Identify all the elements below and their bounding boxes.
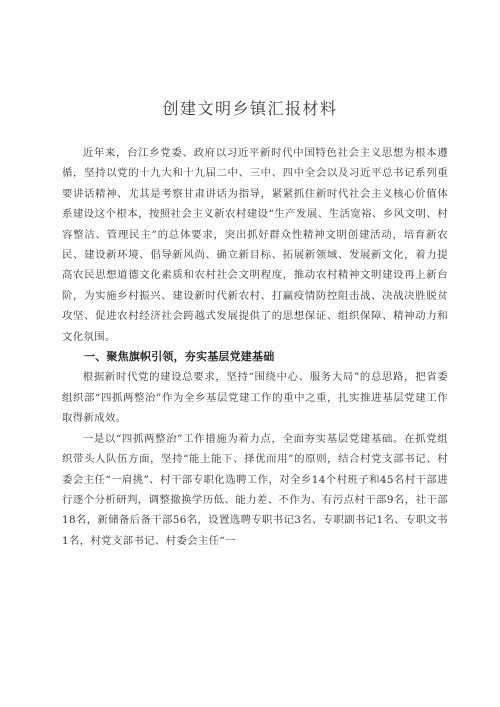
document-body	[62, 143, 448, 551]
section-1-paragraph-1: 根据新时代党的建设总要求，坚持“围绕中心、服务大局”的总思路，把省委组织部“四抓两整治”作为全乡基层党建工作的重中之重，扎实推进基层党建工作取得新成效。	[62, 371, 448, 425]
section-heading-1: 一、聚焦旗帜引领，夯实基层党建基础	[84, 350, 275, 364]
document-title: 创建文明乡镇汇报材料	[162, 99, 338, 118]
intro-paragraph: 近年来，台江乡党委、政府以习近平新时代中国特色社会主义思想为根本遵循，坚持以党的十九大和十九届二中、三中、四中全会以及习近平总书记系列重要讲话精神、尤其是考察甘肃讲话为指导，紧紧抓住新时代社会主义核心价值体系建设这个根本，按照社会主义新农村建设“生产发展、生活宽裕、乡风文明、村容整洁、管理民主”的总体要求，突出抓好群众性精神文明创建活动，培育新农民、建设新环境、倡导新风尚、确立新目标、拓展新领域、发展新文化，着力提高农民思想道德文化素质和农村社会文明程度，推动农村精神文明建设再上新台阶，为实施乡村振兴、建设新时代新农村、打赢疫情防控阻击战、决战决胜脱贫攻坚、促进农村经济社会跨越式发展提供了的思想保证、组织保障、精神动力和文化氛围。	[62, 147, 448, 343]
section-1-paragraph-2: 一是以“四抓两整治”工作措施为着力点，全面夯实基层党建基础。在抓党组织带头人队伍方面，坚持“能上能下、择优而用”的原则，结合村党支部书记、村委会主任“一肩挑”、村干部专职化选聘工作，对全乡14个村班子和45名村干部进行逐个分析研判，调整撤换学历低、能力差、不作为、有污点村干部9名，社干部18名，新储备后备干部56名，设置选聘专职书记3名、专职副书记1名、专职文书1名，村党支部书记、村委会主任“一	[62, 432, 448, 547]
